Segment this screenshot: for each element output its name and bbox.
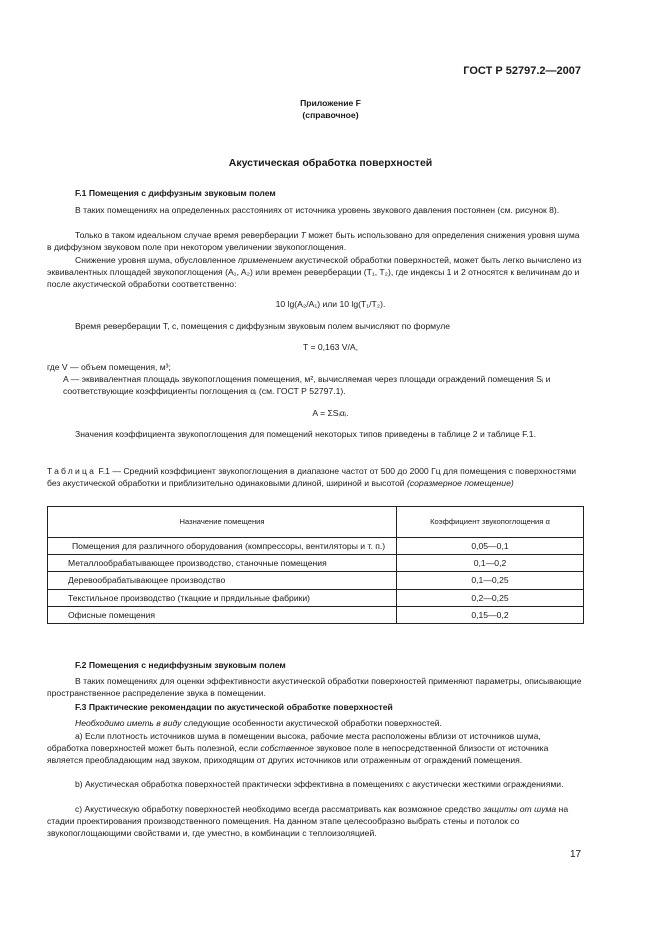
formula-3: A = ΣSᵢαᵢ. [312, 408, 349, 418]
row-name: Офисные помещения [48, 606, 397, 623]
column-header-coefficient: Коэффициент звукопоглощения α [397, 507, 584, 538]
row-name: Помещения для различного оборудования (компрессоры, вентиляторы и т. п.) [48, 538, 397, 555]
f1-paragraph-4: Время реверберации T, с, помещения с диффузным звуковым полем вычисляют по формуле [75, 321, 451, 331]
f1-paragraph-3: Снижение уровня шума, обусловленное применением акустической обработки поверхностей, может быть легко вычислено из эквивалентных площадей звукопоглощения (A₁, A₂) или времен реверберации (T₁, T₂), где индексы 1 и 2 относятся к величинам до и после акустической обработки соответственно: [47, 255, 582, 290]
f3-item-c: c) Акустическую обработку поверхностей необходимо всегда рассматривать как возможное средство защиты от шума на стадии проектирования производственного помещения. На данном этапе целесообразно выбрать стены и потолок со звукопоглощающими свойствами и, где уместно, в комбинации с теплоизоляцией. [47, 804, 569, 839]
table-row [48, 555, 584, 572]
page-number: 17 [570, 849, 582, 860]
section-f3-heading: F.3 Практические рекомендации по акустической обработке поверхностей [75, 702, 393, 712]
where-v: где V — объем помещения, м³; [47, 362, 171, 372]
row-value: 0,1—0,25 [397, 572, 584, 589]
f2-paragraph-1: В таких помещениях для оценки эффективности акустической обработки поверхностей применяют параметры, описывающие пространственное распределение звука в помещении. [47, 676, 582, 699]
table-row [48, 538, 584, 555]
main-title: Акустическая обработка поверхностей [228, 157, 433, 169]
row-value: 0,2—0,25 [397, 589, 584, 606]
section-f2-heading: F.2 Помещения с недиффузным звуковым полем [75, 660, 286, 670]
table-header-row [48, 507, 584, 538]
f1-paragraph-2: Только в таком идеальном случае время реверберации T может быть использовано для определения снижения уровня шума в диффузном звуковом поле при некотором увеличении звукопоглощения. [47, 230, 580, 253]
section-f1-heading: F.1 Помещения с диффузным звуковым полем [75, 188, 276, 198]
f1-paragraph-1: В таких помещениях на определенных расстояниях от источника уровень звукового давления постоянен (см. рисунок 8). [75, 205, 560, 215]
column-header-room: Назначение помещения [48, 507, 397, 538]
table-caption: Таблица F.1 — Средний коэффициент звукопоглощения в диапазоне частот от 500 до 2000 Гц для помещения с поверхностями без акустической обработки и приблизительно одинаковыми длиной, шириной и высотой (соразмерное помещение) [47, 466, 577, 489]
f3-intro: Необходимо иметь в виду следующие особенности акустической обработки поверхностей. [75, 718, 442, 728]
annex-subtitle: (справочное) [302, 110, 359, 120]
absorption-table [47, 506, 584, 624]
formula-2: T = 0,163 V/A, [302, 342, 359, 352]
f1-paragraph-5: Значения коэффициента звукопоглощения для помещений некоторых типов приведены в таблице 2 и таблице F.1. [75, 429, 536, 439]
formula-1: 10 lg(A₂/A₁) или 10 lg(T₁/T₂). [275, 299, 386, 309]
table-row [48, 572, 584, 589]
row-name: Металлообрабатывающее производство, станочные помещения [48, 555, 397, 572]
annex-title: Приложение F [300, 98, 361, 108]
table-row [48, 589, 584, 606]
standard-header: ГОСТ Р 52797.2—2007 [463, 65, 581, 77]
table-row [48, 606, 584, 623]
row-name: Деревообрабатывающее производство [48, 572, 397, 589]
f3-item-a: a) Если плотность источников шума в помещении высока, рабочие места расположены вблизи от источников шума, обработка поверхностей может быть полезной, если собственное звуковое поле в непосредственной близости от источника является преобладающим над звуком, приходящим от других источников или отраженным от ограждений помещения. [47, 731, 549, 766]
where-a: A — эквивалентная площадь звукопоглощения помещения, м², вычисляемая через площади ограждений помещения Sᵢ и соответствующие коэффициенты поглощения αᵢ (см. ГОСТ Р 52797.1). [63, 374, 551, 397]
f3-item-b: b) Акустическая обработка поверхностей практически эффективна в помещениях с акустически жесткими ограждениями. [75, 779, 564, 789]
row-name: Текстильное производство (ткацкие и прядильные фабрики) [48, 589, 397, 606]
row-value: 0,1—0,2 [397, 555, 584, 572]
row-value: 0,05—0,1 [397, 538, 584, 555]
row-value: 0,15—0,2 [397, 606, 584, 623]
